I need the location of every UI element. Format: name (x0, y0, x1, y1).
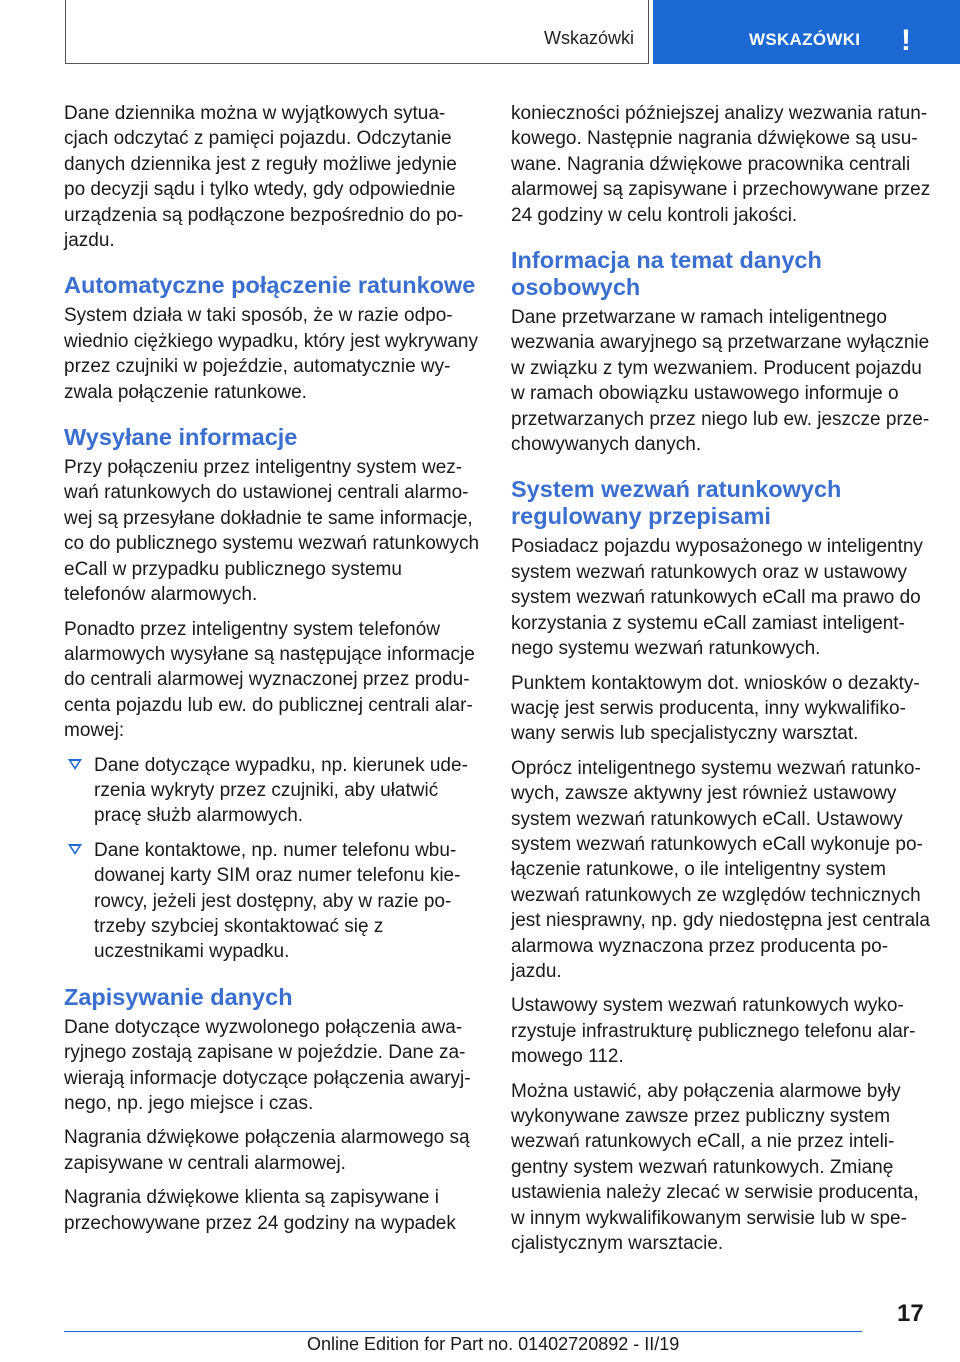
page-number: 17 (897, 1300, 924, 1327)
list-item (64, 753, 482, 829)
right-column (511, 101, 931, 1265)
paragraph-log-data: Dane dziennika można w wyjątkowych sytuacjach odczytać z pamięci pojazdu. Odczytanie danych dziennika jest z reguły możliwe jedynie po decyzji sądu i tylko wtedy, gdy odpowiednie urządzenia są podłączone bezpośrednio do pojazdu. (64, 103, 464, 252)
section-title: Wskazówki (543, 28, 634, 48)
chapter-title: WSKAZÓWKI (749, 30, 861, 49)
heading-regulated-system: System wezwań ratunkowych regulowany przepisami (511, 476, 842, 530)
paragraph-automatic-call: System działa w taki sposób, że w razie odpowiednio ciężkiego wypadku, który jest wykrywany przez czujniki w pojeździe, automatycznie wyzwala połączenie ratunkowe. (64, 305, 478, 403)
heading-automatic-emergency-call: Automatyczne połączenie ratunkowe (64, 272, 476, 299)
paragraph-storage-3: Nagrania dźwiękowe klienta są zapisywane i przechowywane przez 24 godziny na wypadek (64, 1187, 456, 1234)
paragraph-regulated-4: Ustawowy system wezwań ratunkowych wykorzystuje infrastrukturę publicznego telefonu alarmowego 112. (511, 995, 916, 1068)
triangle-bullet-icon (68, 844, 82, 855)
chapter-tab (653, 0, 960, 64)
paragraph-regulated-1: Posiadacz pojazdu wyposażonego w inteligentny system wezwań ratunkowych oraz w ustawowy system wezwań ratunkowych eCall ma prawo do korzystania z systemu eCall zamiast inteligentnego systemu wezwań ratunkowych. (511, 536, 923, 660)
header-frame (65, 0, 649, 64)
edition-info: Online Edition for Part no. 01402720892 - II/19 (307, 1334, 680, 1354)
heading-data-storage: Zapisywanie danych (64, 983, 293, 1010)
paragraph-storage-2: Nagrania dźwiękowe połączenia alarmowego są zapisywane w centrali alarmowej. (64, 1127, 470, 1174)
paragraph-sent-info-1: Przy połączeniu przez inteligentny system wezwań ratunkowych do ustawionej centrali alarmowej są przesyłane dokładnie te same informacje, co do publicznego systemu wezwań ratunkowych eCall w przypadku publicznego systemu telefonów alarmowych. (64, 457, 480, 606)
heading-sent-information: Wysyłane informacje (64, 424, 298, 451)
paragraph-personal-data: Dane przetwarzane w ramach inteligentnego wezwania awaryjnego są przetwarzane wyłącznie w związku z tym wezwaniem. Producent pojazdu w ramach obowiązku ustawowego informuje o przetwarzanych przez niego lub ew. jeszcze przechowywanych danych. (511, 307, 930, 456)
list-item-text: Dane dotyczące wypadku, np. kierunek uderzenia wykryty przez czujniki, aby ułatwić pracę służb alarmowych. (94, 754, 468, 827)
paragraph-continuation: konieczności późniejszej analizy wezwania ratunkowego. Następnie nagrania dźwiękowe są usuwane. Nagrania dźwiękowe pracownika centrali alarmowej są zapisywane i przechowywane przez 24 godziny w celu kontroli jakości. (511, 103, 931, 226)
footer-divider (64, 1331, 862, 1332)
paragraph-sent-info-2: Ponadto przez inteligentny system telefonów alarmowych wysyłane są następujące informacje do centrali alarmowej wyznaczonej przez producenta pojazdu lub ew. do publicznej centrali alarmowej: (64, 618, 475, 742)
list-item-text: Dane kontaktowe, np. numer telefonu wbudowanej karty SIM oraz numer telefonu kierowcy, jeżeli jest dostępny, aby w razie potrzeby szybciej skontaktować się z uczestnikami wypadku. (94, 839, 461, 963)
paragraph-regulated-3: Oprócz inteligentnego systemu wezwań ratunkowych, zawsze aktywny jest również ustawowy system wezwań ratunkowych eCall. Ustawowy system wezwań ratunkowych eCall wykonuje połączenie ratunkowe, o ile inteligentny system wezwań ratunkowych ze względów technicznych jest niesprawny, np. gdy niedostępna jest centrala alarmowa wyznaczona przez producenta pojazdu. (511, 757, 930, 982)
left-column (64, 101, 482, 1245)
paragraph-storage-1: Dane dotyczące wyzwolonego połączenia awaryjnego zostają zapisane w pojeździe. Dane zawierają informacje dotyczące połączenia awaryjnego, np. jego miejsce i czas. (64, 1016, 471, 1114)
paragraph-regulated-2: Punktem kontaktowym dot. wniosków o dezaktywację jest serwis producenta, inny wykwalifikowany serwis lub specjalistyczny warsztat. (511, 672, 920, 745)
sent-info-list (64, 753, 482, 965)
triangle-bullet-icon (68, 759, 82, 770)
exclamation-icon: ! (901, 24, 911, 57)
list-item (64, 838, 482, 965)
paragraph-regulated-5: Można ustawić, aby połączenia alarmowe były wykonywane zawsze przez publiczny system wezwań ratunkowych eCall, a nie przez inteligentny system wezwań ratunkowych. Zmianę ustawienia należy zlecać w serwisie producenta, w innym wykwalifikowanym serwisie lub w specjalistycznym warsztacie. (511, 1080, 919, 1255)
heading-personal-data: Informacja na temat danych osobowych (511, 247, 822, 301)
